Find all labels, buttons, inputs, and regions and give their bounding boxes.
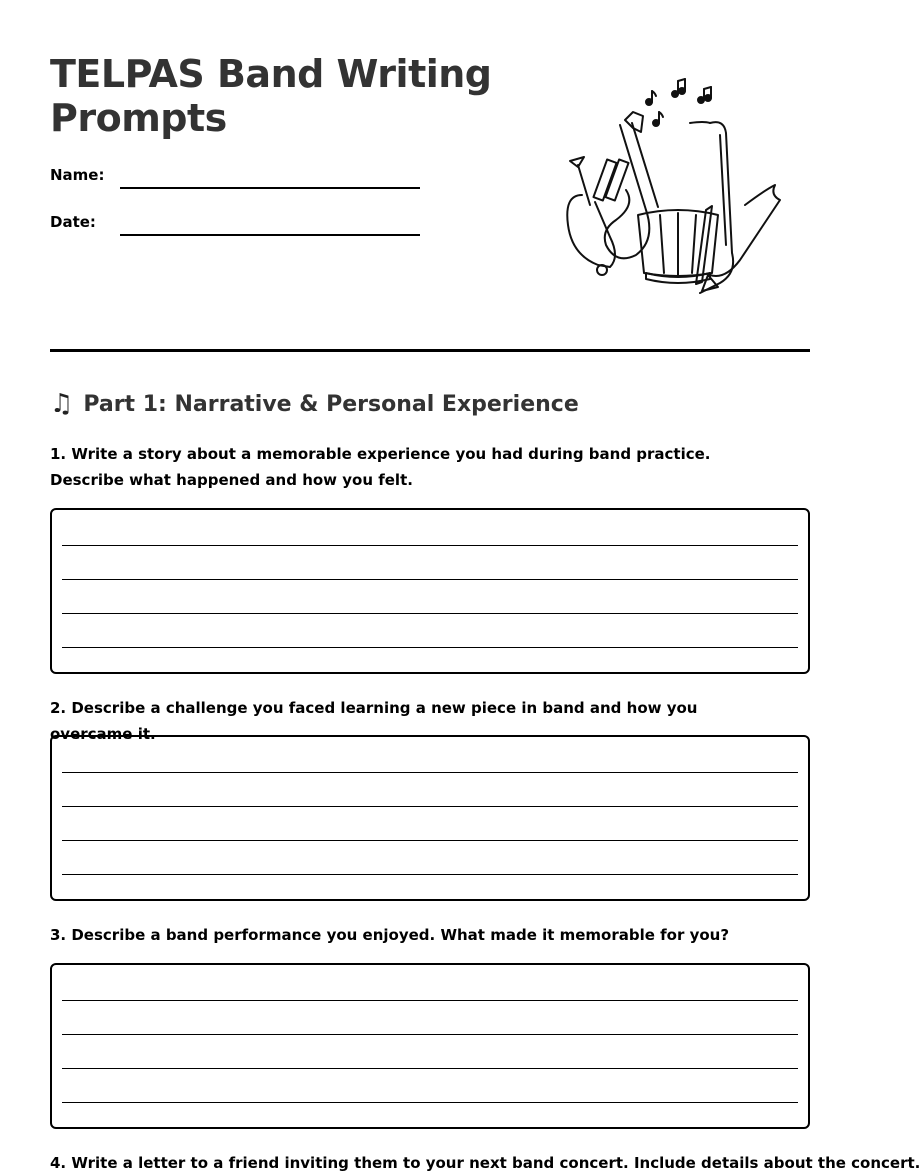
write-line	[62, 545, 798, 546]
name-write-line[interactable]	[120, 187, 420, 189]
prompt-2: 2. Describe a challenge you faced learning a new piece in band and how you overcame it.	[50, 699, 698, 743]
write-line	[62, 1034, 798, 1035]
page-title: TELPAS Band Writing Prompts	[50, 52, 492, 140]
write-line	[62, 840, 798, 841]
write-line	[62, 1000, 798, 1001]
write-line	[62, 1102, 798, 1103]
write-line	[62, 579, 798, 580]
date-write-line[interactable]	[120, 234, 420, 236]
section-heading	[50, 389, 579, 419]
write-line	[62, 772, 798, 773]
name-label: Name:	[50, 166, 105, 184]
header-divider	[50, 349, 810, 352]
date-label: Date:	[50, 213, 96, 231]
answer-box-2[interactable]	[50, 735, 810, 901]
write-line	[62, 613, 798, 614]
answer-box-3[interactable]	[50, 963, 810, 1129]
prompt-3: 3. Describe a band performance you enjoyed. What made it memorable for you?	[50, 926, 730, 944]
write-line	[62, 647, 798, 648]
write-line	[62, 1068, 798, 1069]
music-note-icon: ♫	[50, 389, 74, 419]
section-title-text: Part 1: Narrative & Personal Experience	[83, 391, 579, 417]
prompt-1: 1. Write a story about a memorable experience you had during band practice. Describe what happened and how you felt.	[50, 445, 711, 489]
answer-box-1[interactable]	[50, 508, 810, 674]
write-line	[62, 874, 798, 875]
write-line	[62, 806, 798, 807]
band-instruments-illustration	[560, 75, 785, 295]
prompt-4: 4. Write a letter to a friend inviting them to your next band concert. Include details about the concert.	[50, 1154, 920, 1172]
music-notes-icon	[646, 79, 711, 126]
